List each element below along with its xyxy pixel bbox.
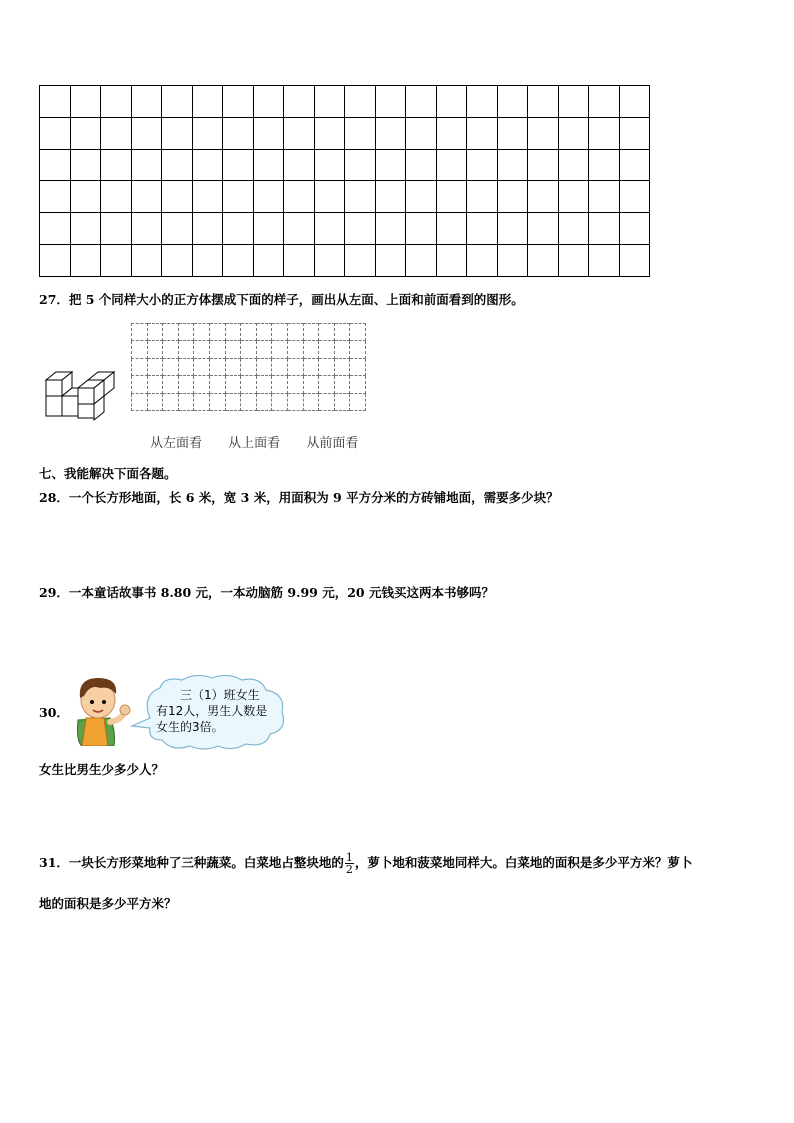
grid-cell [619,117,650,149]
dash-grid-cell [287,358,303,375]
grid-cell [558,244,589,276]
dash-grid-cell [272,393,288,410]
grid-cell [589,117,620,149]
grid-cell [70,181,101,213]
dash-grid-cell [256,393,272,410]
grid-cell [40,117,71,149]
grid-cell [558,86,589,118]
grid-cell [528,149,559,181]
dash-grid-cell [147,358,163,375]
grid-cell [589,149,620,181]
grid-cell [162,181,193,213]
grid-cell [314,86,345,118]
grid-cell [497,86,528,118]
dash-grid-cell [147,376,163,393]
grid-cell [436,181,467,213]
dash-grid-cell [319,324,335,341]
grid-cell [162,117,193,149]
grid-cell [314,149,345,181]
grid-cell [619,86,650,118]
grid-cell [467,149,498,181]
cube-figure [42,368,116,424]
grid-cell [131,86,162,118]
grid-cell [345,181,376,213]
grid-cell [406,213,437,245]
dash-grid-cell [334,358,350,375]
grid-cell [223,244,254,276]
grid-cell [436,149,467,181]
grid-cell [253,244,284,276]
grid-cell [619,149,650,181]
grid-cell [467,181,498,213]
grid-cell [192,244,223,276]
grid-cell [131,117,162,149]
grid-cell [223,117,254,149]
grid-cell [223,181,254,213]
dash-grid-cell [303,376,319,393]
dash-grid-cell [350,393,366,410]
grid-cell [40,181,71,213]
grid-cell [497,244,528,276]
grid-cell [436,117,467,149]
grid-cell [497,149,528,181]
q31-part2: ，萝卜地和菠菜地同样大。白菜地的面积是多少平方米？萝卜 [354,855,693,870]
grid-cell [101,149,132,181]
dash-grid-cell [132,341,148,358]
dash-grid-cell [163,376,179,393]
grid-cell [558,213,589,245]
grid-cell [162,86,193,118]
dash-grid-cell [334,376,350,393]
grid-cell [467,86,498,118]
grid-cell [253,117,284,149]
grid-cell [70,117,101,149]
grid-cell [375,244,406,276]
dash-grid-cell [272,358,288,375]
dash-grid-cell [350,358,366,375]
dash-grid-cell [225,324,241,341]
grid-cell [406,244,437,276]
answer-grid [39,85,650,277]
dash-grid-cell [287,376,303,393]
dash-grid-cell [241,341,257,358]
dash-grid-cell [303,341,319,358]
grid-cell [406,86,437,118]
grid-cell [558,181,589,213]
grid-cell [528,117,559,149]
bubble-line-1: 三（1）班女生 [180,688,260,702]
dash-grid-cell [272,324,288,341]
question-31-line-1 [39,852,692,875]
grid-cell [589,181,620,213]
dash-grid-cell [241,376,257,393]
grid-cell [101,181,132,213]
grid-cell [101,244,132,276]
grid-cell [589,86,620,118]
grid-cell [192,149,223,181]
dash-grid-cell [194,376,210,393]
dash-grid-cell [334,324,350,341]
view-top-label: 从上面看 [228,436,281,451]
dash-grid-cell [256,324,272,341]
dash-grid-cell [178,341,194,358]
grid-cell [497,213,528,245]
dash-grid-cell [194,393,210,410]
grid-cell [284,117,315,149]
dash-grid-cell [303,393,319,410]
grid-cell [162,213,193,245]
grid-cell [375,181,406,213]
grid-cell [314,213,345,245]
view-front-label: 从前面看 [306,436,359,451]
dash-grid-cell [319,376,335,393]
bubble-line-2: 有12人，男生人数是 [156,704,268,718]
grid-cell [558,117,589,149]
section-heading: 七、我能解决下面各题。 [39,466,177,481]
grid-cell [131,213,162,245]
grid-cell [497,181,528,213]
question-30-text: 女生比男生少多少人？ [39,762,165,777]
dash-grid-cell [147,324,163,341]
grid-cell [162,244,193,276]
dash-grid-cell [163,358,179,375]
dash-grid-cell [334,393,350,410]
grid-cell [40,149,71,181]
grid-cell [192,213,223,245]
grid-cell [345,117,376,149]
bubble-line-3: 女生的3倍。 [156,720,224,734]
question-27: 27．把 5 个同样大小的正方体摆成下面的样子，画出从左面、上面和前面看到的图形。 [39,292,524,307]
dash-grid-cell [256,341,272,358]
grid-cell [101,86,132,118]
grid-cell [528,181,559,213]
grid-cell [528,86,559,118]
grid-cell [467,244,498,276]
dash-grid-cell [287,393,303,410]
dash-grid-cell [147,393,163,410]
grid-cell [40,86,71,118]
grid-cell [619,213,650,245]
dash-grid-cell [256,358,272,375]
grid-cell [375,149,406,181]
question-31-line-2: 地的面积是多少平方米？ [39,896,177,911]
grid-cell [131,149,162,181]
dash-grid-cell [132,324,148,341]
grid-cell [345,86,376,118]
dash-grid-cell [209,324,225,341]
grid-cell [162,149,193,181]
dash-grid-cell [287,324,303,341]
dash-grid-cell [350,376,366,393]
question-30-number: 30． [39,705,69,720]
grid-cell [101,213,132,245]
grid-cell [70,244,101,276]
grid-cell [223,213,254,245]
dash-grid-cell [241,324,257,341]
grid-cell [528,244,559,276]
grid-cell [284,149,315,181]
grid-cell [223,149,254,181]
dash-grid-cell [319,393,335,410]
dash-grid-cell [132,376,148,393]
bubble-text [156,687,286,735]
grid-cell [192,117,223,149]
dash-grid-cell [350,341,366,358]
grid-cell [375,86,406,118]
grid-cell [345,149,376,181]
dash-grid-cell [194,358,210,375]
q31-part1: 31．一块长方形菜地种了三种蔬菜。白菜地占整块地的 [39,855,344,870]
grid-cell [589,244,620,276]
dash-grid-cell [178,358,194,375]
dash-grid-cell [350,324,366,341]
dash-grid-cell [194,341,210,358]
dash-grid-cell [334,341,350,358]
grid-cell [406,117,437,149]
grid-cell [467,117,498,149]
dash-grid-cell [303,324,319,341]
dash-grid-cell [241,393,257,410]
drawing-grid [131,323,366,411]
dash-grid-cell [319,341,335,358]
dash-grid-cell [225,393,241,410]
dash-grid-cell [147,341,163,358]
view-labels [150,432,380,451]
dash-grid-cell [194,324,210,341]
dash-grid-cell [225,376,241,393]
dash-grid-cell [272,341,288,358]
grid-cell [619,181,650,213]
grid-cell [314,181,345,213]
dash-grid-cell [225,341,241,358]
grid-cell [467,213,498,245]
grid-cell [192,86,223,118]
grid-cell [101,117,132,149]
grid-cell [314,244,345,276]
fraction-one-half: $\frac{1}{2}$ [345,851,353,876]
grid-cell [619,244,650,276]
dash-grid-cell [225,358,241,375]
view-left-label: 从左面看 [150,436,203,451]
grid-cell [284,181,315,213]
dash-grid-cell [287,341,303,358]
dash-grid-cell [303,358,319,375]
dash-grid-cell [163,324,179,341]
grid-cell [253,86,284,118]
grid-cell [192,181,223,213]
dash-grid-cell [209,376,225,393]
grid-cell [70,213,101,245]
dash-grid-cell [241,358,257,375]
grid-cell [436,213,467,245]
grid-cell [40,213,71,245]
grid-cell [253,181,284,213]
grid-cell [406,149,437,181]
grid-cell [589,213,620,245]
dash-grid-cell [256,376,272,393]
grid-cell [345,244,376,276]
dash-grid-cell [272,376,288,393]
grid-cell [70,149,101,181]
grid-cell [375,117,406,149]
dash-grid-cell [178,376,194,393]
dash-grid-cell [163,393,179,410]
grid-cell [314,117,345,149]
dash-grid-cell [319,358,335,375]
grid-cell [253,213,284,245]
grid-cell [406,181,437,213]
grid-cell [131,181,162,213]
dash-grid-cell [209,341,225,358]
dash-grid-cell [178,393,194,410]
grid-cell [284,244,315,276]
grid-cell [223,86,254,118]
grid-cell [131,244,162,276]
grid-cell [375,213,406,245]
dash-grid-cell [178,324,194,341]
grid-cell [345,213,376,245]
dash-grid-cell [132,393,148,410]
grid-cell [284,86,315,118]
question-28: 28．一个长方形地面，长 6 米，宽 3 米，用面积为 9 平方分米的方砖铺地面，需要多少块？ [39,490,559,505]
dash-grid-cell [132,358,148,375]
grid-cell [253,149,284,181]
question-29: 29．一本童话故事书 8.80 元，一本动脑筋 9.99 元，20 元钱买这两本书够吗？ [39,585,494,600]
grid-cell [40,244,71,276]
dash-grid-cell [163,341,179,358]
dash-grid-cell [209,358,225,375]
grid-cell [70,86,101,118]
grid-cell [558,149,589,181]
grid-cell [436,86,467,118]
dash-grid-cell [209,393,225,410]
grid-cell [284,213,315,245]
grid-cell [436,244,467,276]
grid-cell [528,213,559,245]
grid-cell [497,117,528,149]
